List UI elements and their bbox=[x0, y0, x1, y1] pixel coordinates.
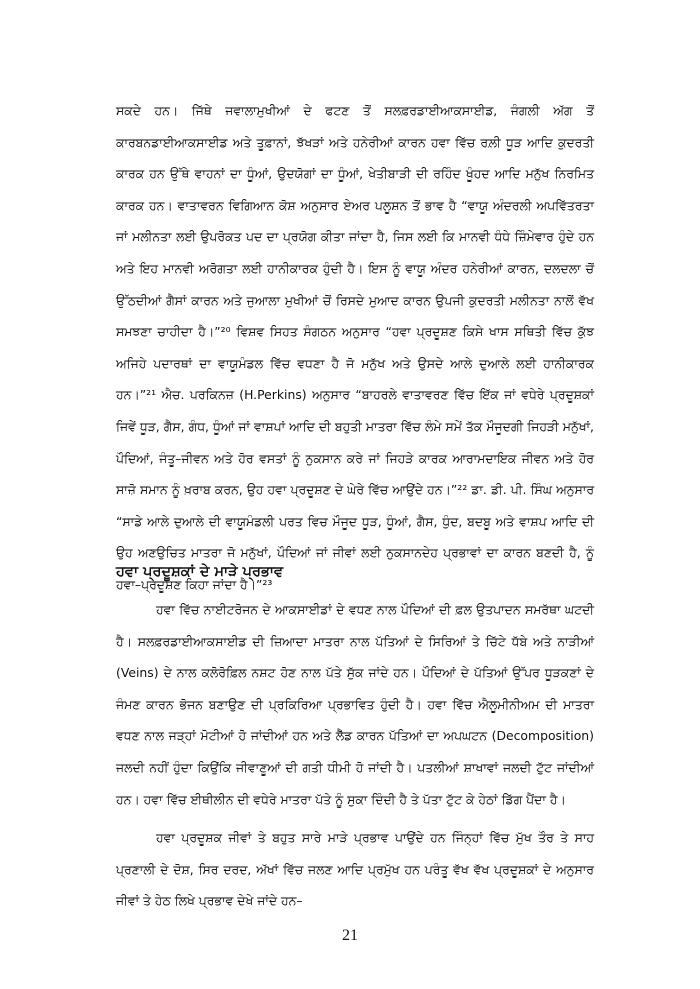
page-number: 21 bbox=[342, 927, 358, 944]
paragraph-organism-effects: ਹਵਾ ਪ੍ਰਦੂਸ਼ਕ ਜੀਵਾਂ ਤੇ ਬਹੁਤ ਸਾਰੇ ਮਾੜੇ ਪ੍ਰਭਾਵ ਪਾਉਂਦੇ ਹਨ ਜਿੰਨ੍ਹਾਂ ਵਿੱਚ ਮੁੱਖ ਤੌਰ ਤੇ ਸਾਹ ਪ੍ਰਣਾਲੀ ਦੇ ਦੋਸ਼, ਸਿਰ ਦਰਦ, ਅੱਖਾਂ ਵਿੱਚ ਜਲਣ ਆਦਿ ਪ੍ਰਮੁੱਖ ਹਨ ਪਰੰਤੂ ਵੱਖ ਵੱਖ ਪ੍ਰਦੂਸ਼ਕਾਂ ਦੇ ਅਨੁਸਾਰ ਜੀਵਾਂ ਤੇ ਹੇਠ ਲਿਖੇ ਪ੍ਰਭਾਵ ਦੇਖੇ ਜਾਂਦੇ ਹਨ– bbox=[116, 830, 594, 909]
paragraph-plant-effects: ਹਵਾ ਵਿੱਚ ਨਾਈਟਰੋਜਨ ਦੇ ਆਕਸਾਈਡਾਂ ਦੇ ਵਧਣ ਨਾਲ ਪੌਦਿਆਂ ਦੀ ਫ਼ਲ ਉਤਪਾਦਨ ਸਮਰੱਥਾ ਘਟਦੀ ਹੈ। ਸਲਫ਼ਰਡਾਈਆਕਸਾਈਡ ਦੀ ਜ਼ਿਆਦਾ ਮਾਤਰਾ ਨਾਲ ਪੱਤਿਆਂ ਦੇ ਸਿਰਿਆਂ ਤੇ ਚਿੱਟੇ ਧੱਬੇ ਅਤੇ ਨਾੜੀਆਂ (Veins) ਦੇ ਨਾਲ ਕਲੋਰੋਫ਼ਿਲ ਨਸ਼ਟ ਹੋਣ ਨਾਲ ਪੱਤੇ ਸੁੱਕ ਜਾਂਦੇ ਹਨ। ਪੌਦਿਆਂ ਦੇ ਪੱਤਿਆਂ ਉੱਪਰ ਧੂੜਕਣਾਂ ਦੇ ਜੰਮਣ ਕਾਰਨ ਭੋਜਨ ਬਣਾਉਣ ਦੀ ਪ੍ਰਕਿਰਿਆ ਪ੍ਰਭਾਵਿਤ ਹੁੰਦੀ ਹੈ। ਹਵਾ ਵਿੱਚ ਐਲੂਮੀਨੀਅਮ ਦੀ ਮਾਤਰਾ ਵਧਣ ਨਾਲ ਜੜ੍ਹਾਂ ਮੋਟੀਆਂ ਹੋ ਜਾਂਦੀਆਂ ਹਨ ਅਤੇ ਲੈੱਡ ਕਾਰਨ ਪੱਤਿਆਂ ਦਾ ਅਪਘਟਨ (Decomposition) ਜਲਦੀ ਨਹੀਂ ਹੁੰਦਾ ਕਿਉਂਕਿ ਜੀਵਾਣੂਆਂ ਦੀ ਗਤੀ ਧੀਮੀ ਹੋ ਜਾਂਦੀ ਹੈ। ਪਤਲੀਆਂ ਸ਼ਾਖਾਵਾਂ ਜਲਦੀ ਟੁੱਟ ਜਾਂਦੀਆਂ ਹਨ। ਹਵਾ ਵਿੱਚ ਈਥੀਲੀਨ ਦੀ ਵਧੇਰੇ ਮਾਤਰਾ ਪੱਤੇ ਨੂੰ ਸੁਕਾ ਦਿੰਦੀ ਹੈ ਤੇ ਪੱਤਾ ਟੁੱਟ ਕੇ ਹੇਠਾਂ ਡਿੱਗ ਪੈਂਦਾ ਹੈ। bbox=[116, 602, 594, 807]
paragraph-definitions: ਸਕਦੇ ਹਨ। ਜਿੱਥੇ ਜਵਾਲਾਮੁਖੀਆਂ ਦੇ ਫਟਣ ਤੋਂ ਸਲਫ਼ਰਡਾਈਆਕਸਾਈਡ, ਜੰਗਲੀ ਅੱਗ ਤੋਂ ਕਾਰਬਨਡਾਈਆਕਸਾਈਡ ਅਤੇ ਤੂਫ਼ਾਨਾਂ, ਝੱਖੜਾਂ ਅਤੇ ਹਨੇਰੀਆਂ ਕਾਰਨ ਹਵਾ ਵਿੱਚ ਰਲ਼ੀ ਧੂੜ ਆਦਿ ਕੁਦਰਤੀ ਕਾਰਕ ਹਨ ਉੱਥੇ ਵਾਹਨਾਂ ਦਾ ਧੂੰਆਂ, ਉਦਯੋਗਾਂ ਦਾ ਧੂੰਆਂ, ਖੇਤੀਬਾੜੀ ਦੀ ਰਹਿੰਦ ਖੂੰਹਦ ਆਦਿ ਮਨੁੱਖ ਨਿਰਮਿਤ ਕਾਰਕ ਹਨ। ਵਾਤਾਵਰਨ ਵਿਗਿਆਨ ਕੋਸ਼ ਅਨੁਸਾਰ ਏਅਰ ਪਲੂਸ਼ਨ ਤੋਂ ਭਾਵ ਹੈ “ਵਾਯੂ ਅੰਦਰਲੀ ਅਪਵਿੱਤਰਤਾ ਜਾਂ ਮਲੀਨਤਾ ਲਈ ਉਪਰੋਕਤ ਪਦ ਦਾ ਪ੍ਰਯੋਗ ਕੀਤਾ ਜਾਂਦਾ ਹੈ, ਜਿਸ ਲਈ ਕਿ ਮਾਨਵੀ ਧੰਧੇ ਜ਼ਿੰਮੇਵਾਰ ਹੁੰਦੇ ਹਨ ਅਤੇ ਇਹ ਮਾਨਵੀ ਅਰੋਗਤਾ ਲਈ ਹਾਨੀਕਾਰਕ ਹੁੰਦੀ ਹੈ। ਇਸ ਨੂੰ ਵਾਯੂ ਅੰਦਰ ਹਨੇਰੀਆਂ ਕਾਰਨ, ਦਲਦਲਾ ਚੋਂ ਉੱਠਦੀਆਂ ਗੈਸਾਂ ਕਾਰਨ ਅਤੇ ਜੁਆਲਾ ਮੁਖੀਆਂ ਚੋਂ ਰਿਸਦੇ ਮੁਆਦ ਕਾਰਨ ਉਪਜੀ ਕੁਦਰਤੀ ਮਲੀਨਤਾ ਨਾਲੋਂ ਵੱਖ ਸਮਝਣਾ ਚਾਹੀਦਾ ਹੈ।”²⁰ ਵਿਸ਼ਵ ਸਿਹਤ ਸੰਗਠਨ ਅਨੁਸਾਰ “ਹਵਾ ਪ੍ਰਦੂਸ਼ਣ ਕਿਸੇ ਖਾਸ ਸਥਿਤੀ ਵਿੱਚ ਕੁੱਝ ਅਜਿਹੇ ਪਦਾਰਥਾਂ ਦਾ ਵਾਯੂਮੰਡਲ ਵਿੱਚ ਵਧਣਾ ਹੈ ਜੋ ਮਨੁੱਖ ਅਤੇ ਉਸਦੇ ਆਲੇ ਦੁਆਲੇ ਲਈ ਹਾਨੀਕਾਰਕ ਹਨ।”²¹ ਐਚ. ਪਰਕਿਨਜ਼ (H.Perkins) ਅਨੁਸਾਰ “ਬਾਹਰਲੇ ਵਾਤਾਵਰਣ ਵਿੱਚ ਇੱਕ ਜਾਂ ਵਧੇਰੇ ਪ੍ਰਦੂਸ਼ਕਾਂ ਜਿਵੇਂ ਧੂੜ, ਗੈਸ, ਗੰਧ, ਧੂੰਆਂ ਜਾਂ ਵਾਸ਼ਪਾਂ ਆਦਿ ਦੀ ਬਹੁਤੀ ਮਾਤਰਾ ਵਿੱਚ ਲੰਮੇ ਸਮੇਂ ਤੱਕ ਮੌਜੂਦਗੀ ਜਿਹੜੀ ਮਨੁੱਖਾਂ, ਪੌਦਿਆਂ, ਜੰਤੂ–ਜੀਵਨ ਅਤੇ ਹੋਰ ਵਸਤਾਂ ਨੂੰ ਨੁਕਸਾਨ ਕਰੇ ਜਾਂ ਜਿਹੜੇ ਕਾਰਕ ਆਰਾਮਦਾਇਕ ਜੀਵਨ ਅਤੇ ਹੋਰ ਸਾਜ਼ੋ ਸਮਾਨ ਨੂੰ ਖ਼ਰਾਬ ਕਰਨ, ਉਹ ਹਵਾ ਪ੍ਰਦੂਸ਼ਣ ਦੇ ਘੇਰੇ ਵਿੱਚ ਆਉਂਦੇ ਹਨ।”²² ਡਾ. ਡੀ. ਪੀ. ਸਿੰਘ ਅਨੁਸਾਰ “ਸਾਡੇ ਆਲੇ ਦੁਆਲੇ ਦੀ ਵਾਯੂਮੰਡਲੀ ਪਰਤ ਵਿਚ ਮੌਜੂਦ ਧੂੜ, ਧੂੰਆਂ, ਗੈਸ, ਧੁੰਦ, ਬਦਬੂ ਅਤੇ ਵਾਸ਼ਪ ਆਦਿ ਦੀ ਉਹ ਅਣਉਚਿਤ ਮਾਤਰਾ ਜੋ ਮਨੁੱਖਾਂ, ਪੌਦਿਆਂ ਜਾਂ ਜੀਵਾਂ ਲਈ ਨੁਕਸਾਨਦੇਹ ਪ੍ਰਭਾਵਾਂ ਦਾ ਕਾਰਨ ਬਣਦੀ ਹੈ, ਨੂੰ ਹਵਾ–ਪ੍ਰਦੂਸ਼ਣ ਕਿਹਾ ਜਾਂਦਾ ਹੈ।”²³ bbox=[116, 103, 594, 592]
section-heading: ਹਵਾ ਪ੍ਰਦੂਸ਼ਕਾਂ ਦੇ ਮਾੜੇ ਪ੍ਰਭਾਵ bbox=[116, 564, 284, 580]
